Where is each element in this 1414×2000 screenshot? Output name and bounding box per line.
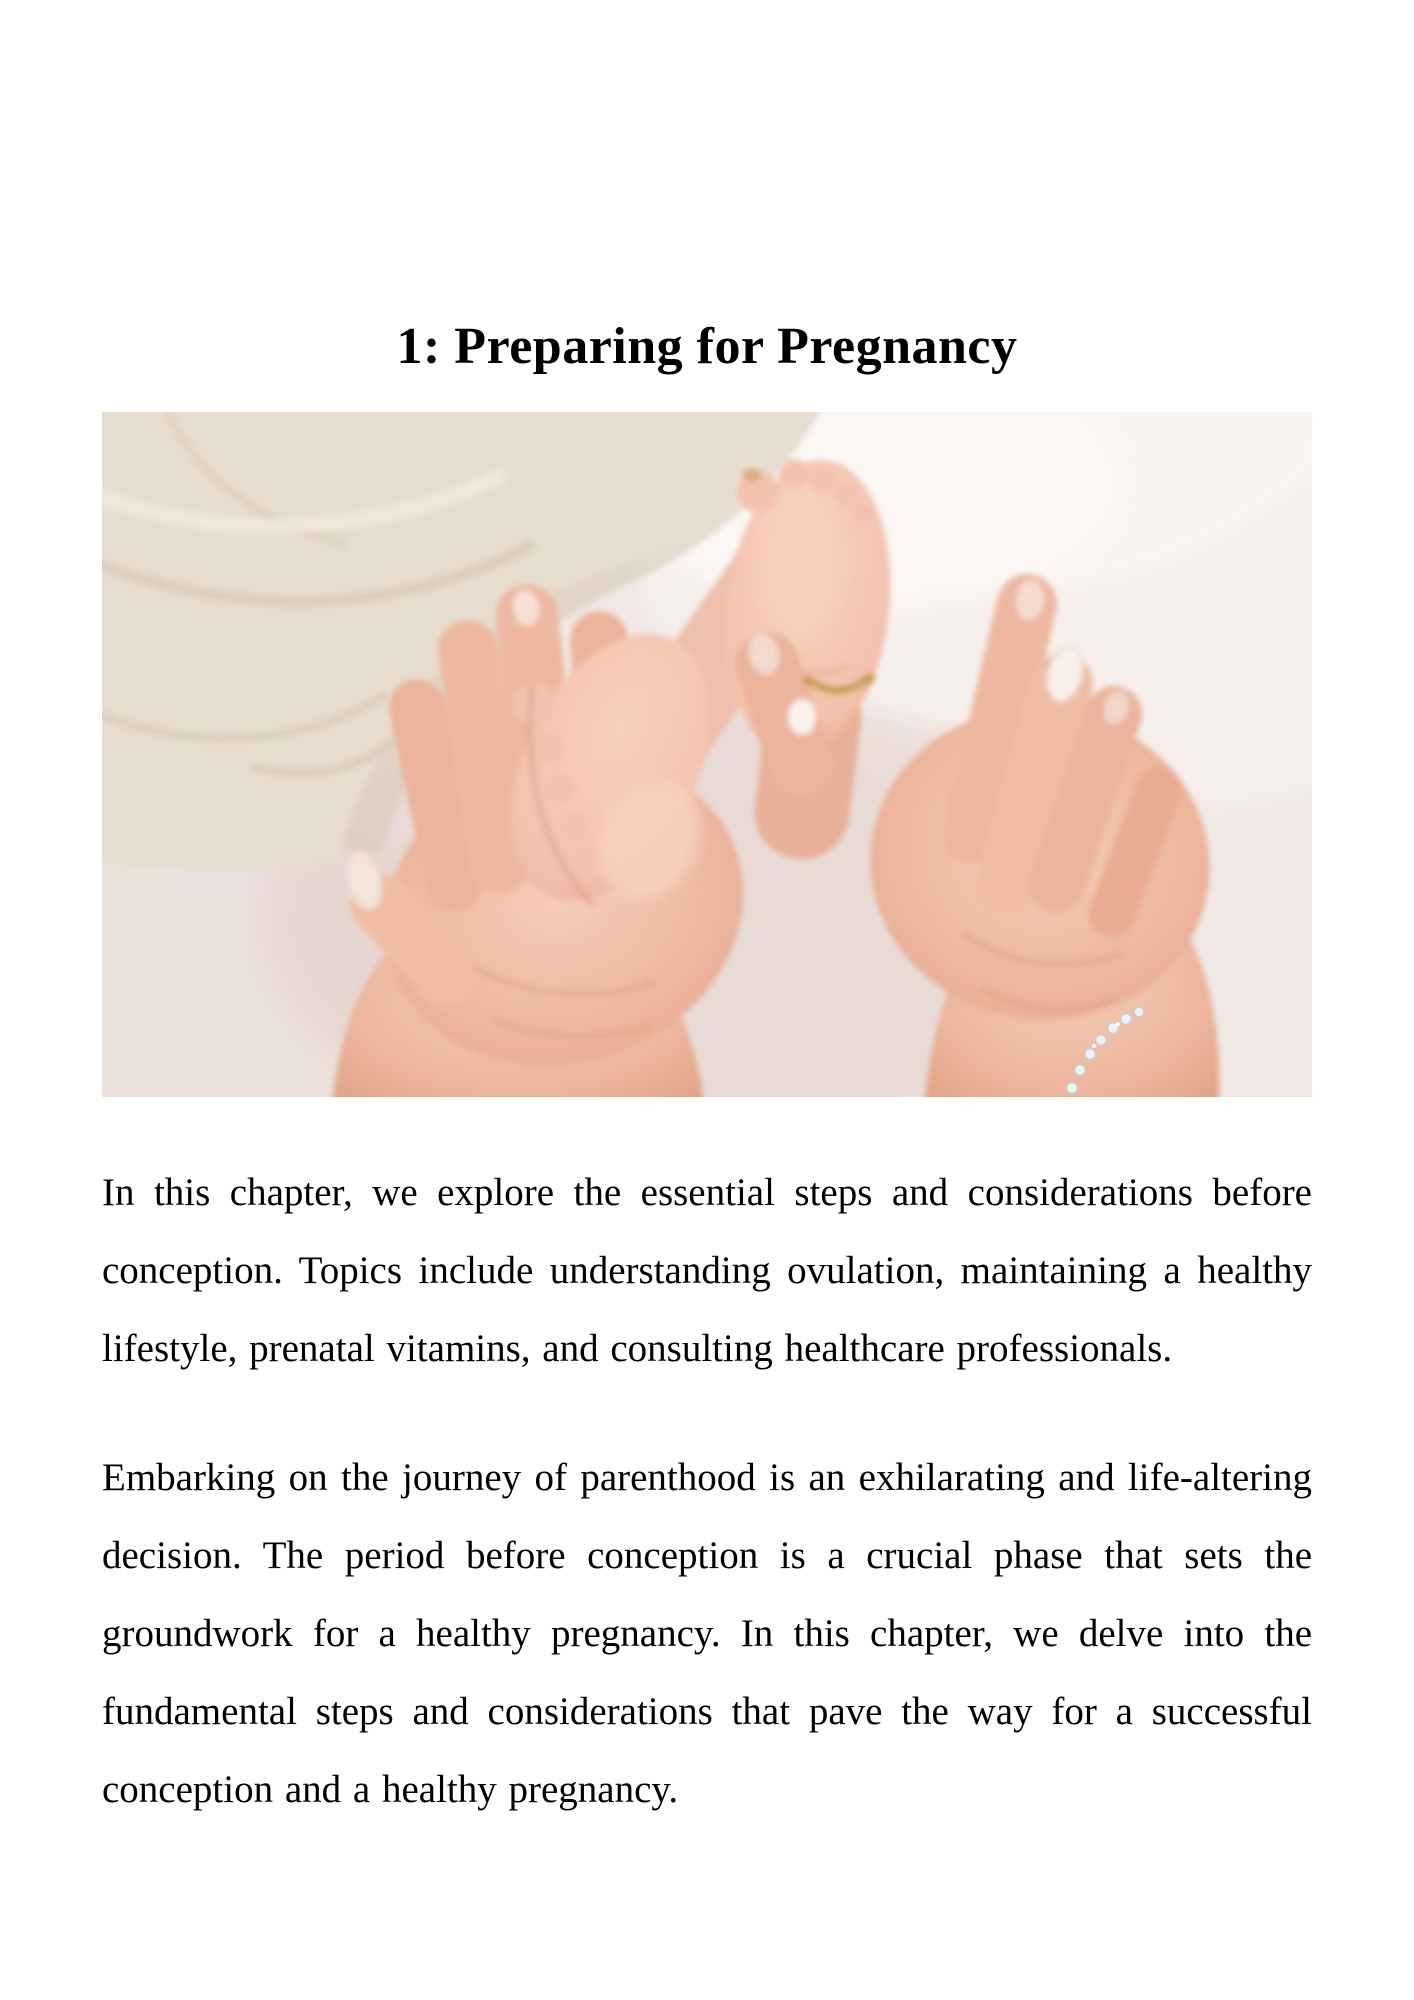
chapter-figure — [102, 412, 1312, 1097]
chapter-title: 1: Preparing for Pregnancy — [396, 318, 1018, 375]
baby-toe-nail — [743, 468, 761, 482]
page-content — [102, 316, 1312, 1829]
baby-feet-photo — [102, 412, 1312, 1097]
body-paragraph-1: In this chapter, we explore the essential steps and considerations before conception. Topics include understanding ovulation, maintaining a healthy lifestyle, prenatal vitamins, and consulting healthcare professionals. — [102, 1171, 1312, 1370]
pearl-detail — [788, 699, 816, 735]
body-paragraph-2: Embarking on the journey of parenthood is an exhilarating and life-altering decision. The period before conception is a crucial phase that sets the groundwork for a healthy pregnancy. In this chapter, we delve into the fundamental steps and considerations that pave the way for a successful conception and a healthy pregnancy. — [102, 1456, 1312, 1811]
